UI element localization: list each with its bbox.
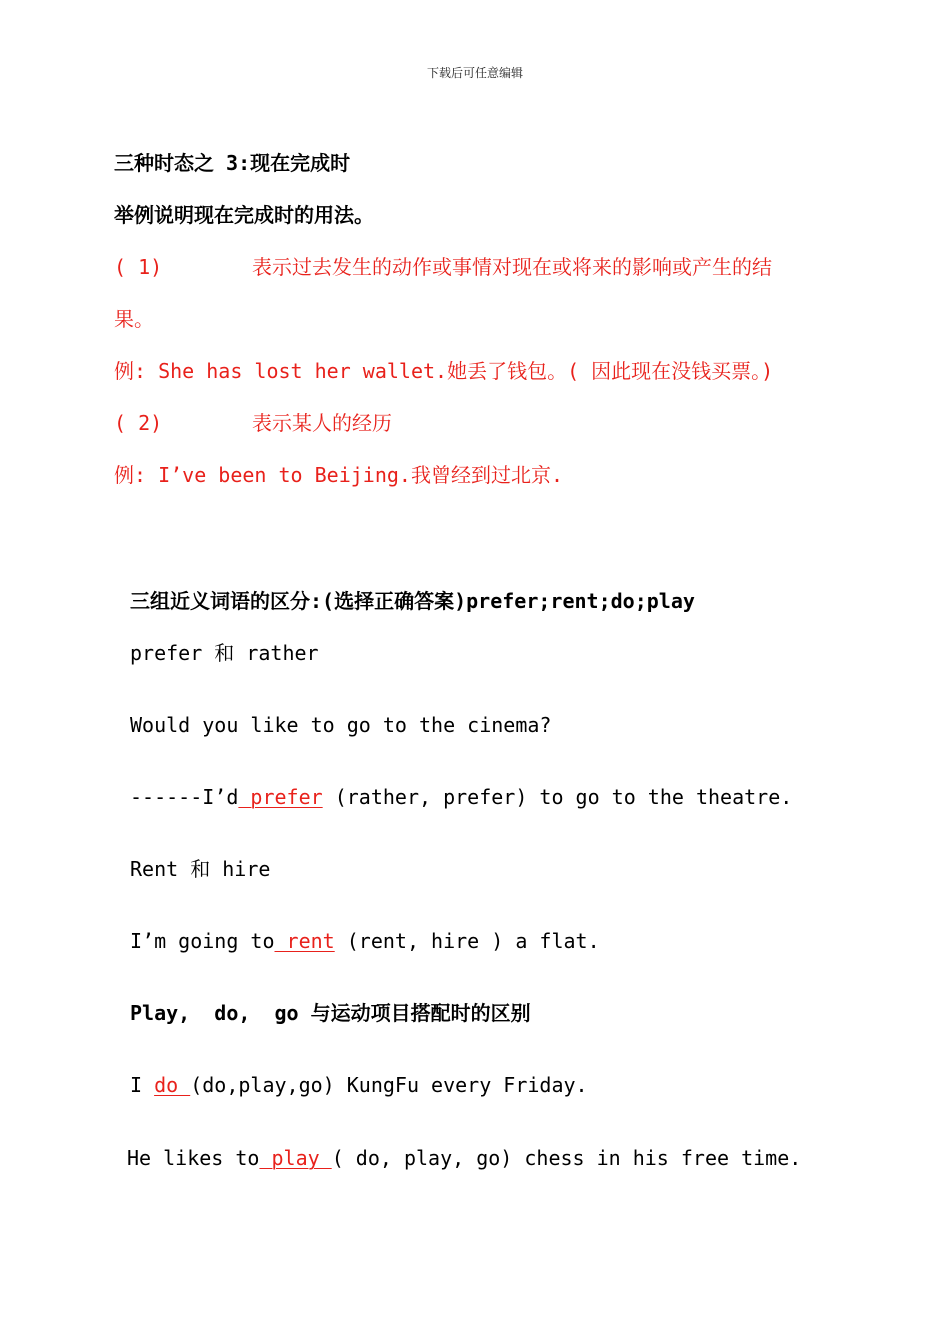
section-title-present-perfect: 三种时态之 3:现在完成时 <box>114 151 351 175</box>
answer-2-suffix: (rent, hire ) a flat. <box>334 929 600 953</box>
usage-2-number: ( 2) <box>114 411 163 435</box>
example-1: 例: She has lost her wallet.她丢了钱包。( 因此现在没钱买票。) <box>114 359 774 383</box>
answer-1-blank: prefer <box>238 785 323 809</box>
answer-3-prefix: I <box>130 1073 155 1097</box>
answer-1-prefix: ------I’d <box>130 785 239 809</box>
usage-2-text: 表示某人的经历 <box>252 411 392 435</box>
answer-1-suffix: (rather, prefer) to go to the theatre. <box>322 785 793 809</box>
usage-1-text: 表示过去发生的动作或事情对现在或将来的影响或产生的结 <box>252 255 772 279</box>
answer-4-blank: play <box>259 1146 332 1170</box>
answer-line-1 <box>130 787 792 807</box>
pair-play-do-go: Play, do, go 与运动项目搭配时的区别 <box>130 1001 531 1025</box>
usage-prompt: 举例说明现在完成时的用法。 <box>114 203 374 227</box>
answer-line-4 <box>127 1148 801 1168</box>
answer-3-suffix: (do,play,go) KungFu every Friday. <box>190 1073 588 1097</box>
answer-2-blank: rent <box>274 929 335 953</box>
usage-1-number: ( 1) <box>114 255 163 279</box>
example-2: 例: I’ve been to Beijing.我曾经到过北京. <box>114 463 563 487</box>
answer-line-2 <box>130 931 600 951</box>
answer-3-blank: do <box>154 1073 191 1097</box>
page-header: 下载后可任意编辑 <box>426 66 523 80</box>
usage-1-continuation: 果。 <box>114 307 154 331</box>
pair-rent-hire: Rent 和 hire <box>130 857 271 881</box>
answer-2-prefix: I’m going to <box>130 929 275 953</box>
answer-4-prefix: He likes to <box>127 1146 260 1170</box>
question-1: Would you like to go to the cinema? <box>130 713 552 737</box>
answer-4-suffix: ( do, play, go) chess in his free time. <box>331 1146 802 1170</box>
section-title-synonyms: 三组近义词语的区分:(选择正确答案)prefer;rent;do;play <box>130 589 695 613</box>
pair-prefer-rather: prefer 和 rather <box>130 641 319 665</box>
answer-line-3 <box>130 1075 588 1095</box>
